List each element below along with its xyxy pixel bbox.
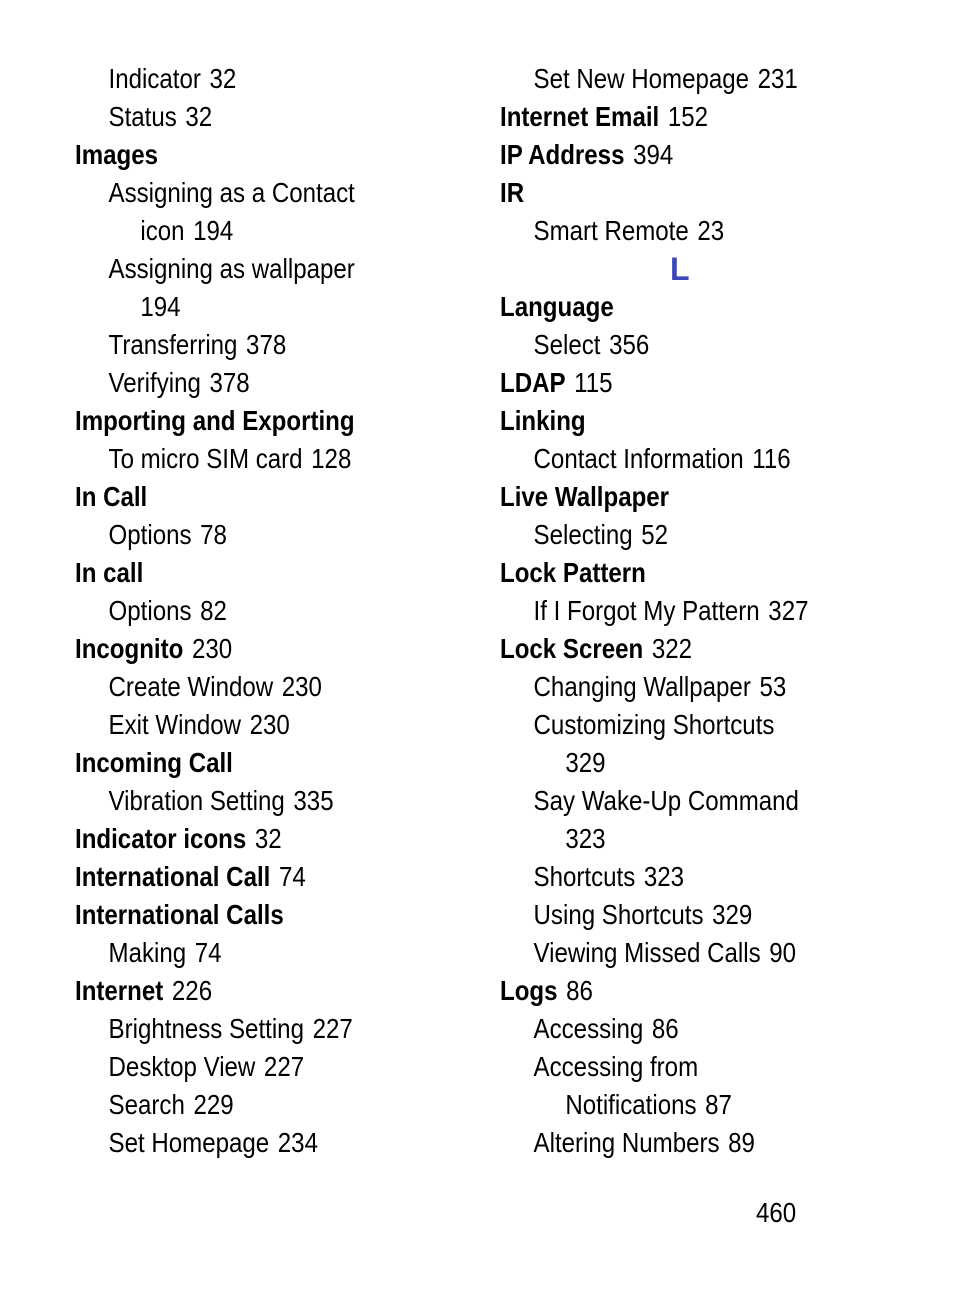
index-page-ref[interactable]: 115 (574, 367, 613, 398)
index-page-ref[interactable]: 394 (633, 139, 674, 170)
index-term: Using Shortcuts (533, 899, 704, 930)
index-term: Verifying (108, 367, 201, 398)
index-subentry (75, 1124, 436, 1162)
index-entry (500, 174, 861, 212)
index-term: Brightness Setting (108, 1013, 304, 1044)
index-term: Internet (75, 975, 164, 1006)
index-term: International Calls (75, 899, 284, 930)
index-page-ref[interactable]: 378 (209, 367, 250, 398)
index-subentry (500, 706, 861, 744)
index-subentry (75, 326, 436, 364)
index-subentry (75, 1010, 436, 1048)
index-subentry (500, 1010, 861, 1048)
index-entry (500, 478, 861, 516)
index-page-ref[interactable]: 53 (759, 671, 787, 702)
index-page-ref[interactable]: 86 (651, 1013, 679, 1044)
index-subentry (500, 1086, 861, 1124)
index-term: LDAP (500, 367, 566, 398)
index-term: Language (500, 291, 614, 322)
index-subentry (75, 668, 436, 706)
index-page-ref[interactable]: 227 (312, 1013, 353, 1044)
index-subentry (75, 174, 436, 212)
index-term: In call (75, 557, 144, 588)
index-page-ref[interactable]: 378 (246, 329, 287, 360)
index-page-ref[interactable]: 227 (263, 1051, 305, 1082)
index-subentry (75, 1048, 436, 1086)
index-subentry (500, 858, 861, 896)
index-subentry (75, 212, 436, 250)
index-page-ref[interactable]: 230 (281, 671, 322, 702)
index-subentry (500, 1048, 861, 1086)
index-term: Indicator icons (75, 823, 247, 854)
index-term: Say Wake-Up Command (533, 785, 799, 816)
index-entry (75, 136, 436, 174)
index-term: Lock Pattern (500, 557, 646, 588)
index-page-ref[interactable]: 32 (185, 101, 213, 132)
index-subentry (500, 60, 861, 98)
index-subentry (75, 706, 436, 744)
index-term: Making (108, 937, 187, 968)
index-subentry (75, 516, 436, 554)
index-entry (500, 136, 861, 174)
index-page-ref[interactable]: 90 (769, 937, 797, 968)
index-term: Linking (500, 405, 586, 436)
index-entry (500, 98, 861, 136)
index-subentry (500, 1124, 861, 1162)
index-term: Status (108, 101, 177, 132)
index-term: Logs (500, 975, 558, 1006)
index-subentry (500, 668, 861, 706)
index-entry (75, 402, 436, 440)
index-page-ref[interactable]: 32 (209, 63, 237, 94)
index-page-ref[interactable]: 89 (728, 1127, 755, 1158)
index-subentry (500, 896, 861, 934)
index-subentry (500, 212, 861, 250)
index-term: To micro SIM card (108, 443, 303, 474)
index-term: Vibration Setting (108, 785, 285, 816)
index-term: Importing and Exporting (75, 405, 355, 436)
index-subentry (75, 60, 436, 98)
index-page-ref[interactable]: 226 (171, 975, 213, 1006)
index-page-ref[interactable]: 323 (643, 861, 685, 892)
index-page-ref[interactable]: 23 (697, 215, 725, 246)
index-term: Live Wallpaper (500, 481, 670, 512)
index-page-ref[interactable]: 234 (277, 1127, 318, 1158)
index-term: Options (108, 595, 192, 626)
index-subentry (500, 440, 861, 478)
index-term: Select (533, 329, 601, 360)
index-page-ref[interactable]: 86 (566, 975, 593, 1006)
index-subentry (75, 592, 436, 630)
index-entry (75, 630, 436, 668)
index-column-left (75, 60, 495, 1162)
index-page-ref[interactable]: 329 (712, 899, 753, 930)
index-term: Selecting (533, 519, 633, 550)
index-entry (75, 858, 436, 896)
index-subentry (75, 934, 436, 972)
index-term: If I Forgot My Pattern (533, 595, 760, 626)
index-subentry (75, 288, 436, 326)
index-entry (500, 554, 861, 592)
index-term: Viewing Missed Calls (533, 937, 761, 968)
index-term: Notifications (565, 1089, 697, 1120)
index-term: IR (500, 177, 525, 208)
index-entry (75, 972, 436, 1010)
index-term: International Call (75, 861, 271, 892)
section-letter-heading: L (670, 251, 690, 287)
index-term: Lock Screen (500, 633, 644, 664)
index-subentry (75, 250, 436, 288)
index-term: Incognito (75, 633, 184, 664)
index-page-ref[interactable]: 52 (641, 519, 668, 550)
index-term: icon (140, 215, 185, 246)
index-term: Set Homepage (108, 1127, 270, 1158)
index-term: Customizing Shortcuts (533, 709, 775, 740)
index-page-ref[interactable]: 152 (667, 101, 709, 132)
index-page-ref[interactable]: 128 (311, 443, 352, 474)
index-page-ref[interactable]: 230 (249, 709, 290, 740)
index-entry (500, 630, 861, 668)
index-entry (75, 820, 436, 858)
index-page-ref[interactable]: 194 (193, 215, 234, 246)
index-subentry (500, 326, 861, 364)
index-page-ref[interactable]: 231 (757, 63, 798, 94)
index-page-ref[interactable]: 230 (191, 633, 233, 664)
index-subentry (500, 744, 861, 782)
index-subentry (75, 1086, 436, 1124)
page-number: 460 (756, 1197, 797, 1228)
index-term: Desktop View (108, 1051, 256, 1082)
index-subentry (75, 98, 436, 136)
index-term: Set New Homepage (533, 63, 750, 94)
index-entry (75, 896, 436, 934)
index-term: Options (108, 519, 192, 550)
index-term: Contact Information (533, 443, 744, 474)
index-term: 323 (565, 823, 606, 854)
index-term: Shortcuts (533, 861, 636, 892)
index-entry (500, 288, 861, 326)
index-subentry (500, 934, 861, 972)
index-entry (500, 972, 861, 1010)
index-term: Altering Numbers (533, 1127, 720, 1158)
index-subentry (75, 364, 436, 402)
index-page-ref[interactable]: 327 (768, 595, 809, 626)
index-entry (500, 364, 861, 402)
index-term: Assigning as wallpaper (108, 253, 355, 284)
index-term: In Call (75, 481, 148, 512)
index-page-ref[interactable]: 229 (193, 1089, 234, 1120)
index-page-ref[interactable]: 87 (705, 1089, 732, 1120)
index-entry (75, 554, 436, 592)
index-term: 329 (565, 747, 606, 778)
index-entry (75, 478, 436, 516)
index-page-ref[interactable]: 74 (278, 861, 306, 892)
index-term: Create Window (108, 671, 274, 702)
index-page-ref[interactable]: 82 (200, 595, 227, 626)
index-subentry (75, 440, 436, 478)
index-term: 194 (140, 291, 181, 322)
index-term: Exit Window (108, 709, 242, 740)
index-term: Indicator (108, 63, 201, 94)
index-term: Accessing from (533, 1051, 699, 1082)
index-page-ref[interactable]: 322 (651, 633, 692, 664)
index-term: IP Address (500, 139, 625, 170)
index-page-ref[interactable]: 335 (293, 785, 334, 816)
index-page-ref[interactable]: 78 (200, 519, 227, 550)
index-page-ref[interactable]: 32 (254, 823, 282, 854)
index-subentry (75, 782, 436, 820)
index-subentry (500, 516, 861, 554)
index-term: Assigning as a Contact (108, 177, 355, 208)
index-page-ref[interactable]: 116 (752, 443, 791, 474)
index-term: Incoming Call (75, 747, 233, 778)
index-term: Search (108, 1089, 185, 1120)
index-page-ref[interactable]: 356 (609, 329, 650, 360)
index-subentry (500, 782, 861, 820)
index-column-right (500, 60, 920, 1162)
index-subentry (500, 592, 861, 630)
index-term: Internet Email (500, 101, 660, 132)
index-term: Smart Remote (533, 215, 689, 246)
index-page-ref[interactable]: 74 (194, 937, 222, 968)
index-subentry (500, 820, 861, 858)
index-entry (75, 744, 436, 782)
index-term: Accessing (533, 1013, 644, 1044)
index-term: Images (75, 139, 158, 170)
index-entry (500, 402, 861, 440)
index-term: Changing Wallpaper (533, 671, 751, 702)
index-term: Transferring (108, 329, 238, 360)
